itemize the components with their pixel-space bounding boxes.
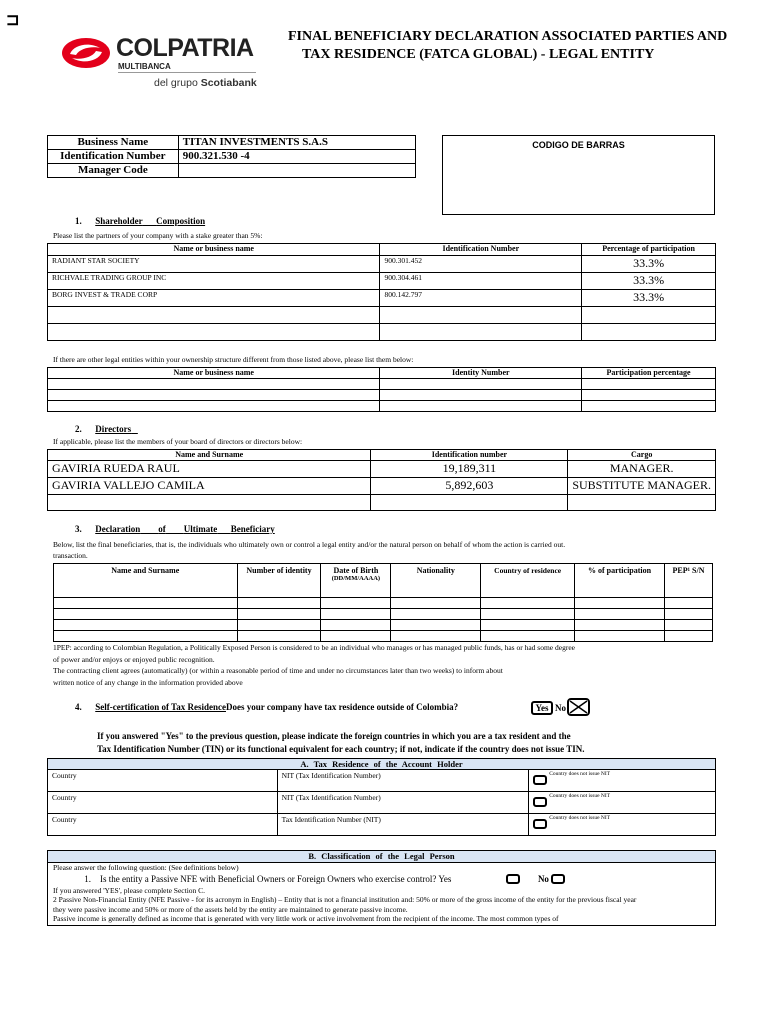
nit-field[interactable]: Tax Identification Number (NIT) [277, 814, 529, 836]
col-header: Participation percentage [582, 368, 716, 379]
empty-cell[interactable] [575, 631, 665, 642]
empty-cell[interactable] [380, 401, 582, 412]
empty-cell[interactable] [237, 609, 321, 620]
shareholders-table [47, 243, 716, 341]
empty-cell[interactable] [237, 598, 321, 609]
table-row [48, 390, 716, 401]
business-row [48, 136, 416, 150]
empty-cell[interactable] [237, 620, 321, 631]
table-row [48, 792, 716, 814]
logo-sub: MULTIBANCA [118, 62, 171, 71]
empty-cell[interactable] [665, 598, 713, 609]
other-entities-table [47, 367, 716, 412]
section-2-intro: If applicable, please list the members of your board of directors or directors below: [53, 437, 303, 446]
col-header: Nationality [391, 564, 481, 598]
director-cargo[interactable]: MANAGER. [568, 461, 716, 478]
table-row [48, 324, 716, 341]
classification-title: B. Classification of the Legal Person [48, 851, 715, 863]
col-header: Name and Surname [54, 564, 238, 598]
col-header: Number of identity [237, 564, 321, 598]
table-row [54, 620, 713, 631]
table-row [48, 307, 716, 324]
empty-cell[interactable] [568, 495, 716, 511]
section-3-heading: 3. Declaration of Ultimate Beneficiary [75, 524, 275, 534]
empty-cell[interactable] [582, 307, 716, 324]
empty-cell[interactable] [665, 631, 713, 642]
col-header: Identification Number [380, 244, 582, 256]
table-row [48, 256, 716, 273]
shareholder-id[interactable]: 900.301.452 [380, 256, 582, 273]
col-header: Date of Birth (DD/MM/AAAA) [321, 564, 391, 598]
empty-cell[interactable] [575, 609, 665, 620]
x-mark-icon [569, 700, 588, 714]
table-header-row [54, 564, 713, 598]
business-value[interactable]: TITAN INVESTMENTS S.A.S [178, 136, 415, 150]
shareholder-name[interactable]: BORG INVEST & TRADE CORP [48, 290, 380, 307]
classification-definition: Passive income is generally defined as income that is generated with very little work or active involvement from the recipient of the income. The most common types of [53, 914, 559, 923]
table-row [48, 814, 716, 836]
empty-cell[interactable] [321, 609, 391, 620]
table-row [48, 273, 716, 290]
empty-cell[interactable] [54, 598, 238, 609]
table-row [48, 478, 716, 495]
empty-cell[interactable] [380, 390, 582, 401]
director-name[interactable]: GAVIRIA VALLEJO CAMILA [48, 478, 371, 495]
section-1-intro: Please list the partners of your company with a stake greater than 5%: [53, 231, 263, 240]
shareholder-pct[interactable]: 33.3% [582, 290, 716, 307]
director-cargo[interactable]: SUBSTITUTE MANAGER. [568, 478, 716, 495]
passive-nfe-no-checkbox[interactable] [551, 874, 565, 884]
col-header: Percentage of participation [582, 244, 716, 256]
table-row [48, 461, 716, 478]
empty-cell[interactable] [582, 401, 716, 412]
table-row [48, 495, 716, 511]
empty-cell[interactable] [321, 598, 391, 609]
empty-cell[interactable] [391, 609, 481, 620]
empty-cell[interactable] [391, 620, 481, 631]
passive-nfe-yes-checkbox[interactable] [506, 874, 520, 884]
classification-definition: they were passive income and 50% or more of the assets held by the entity are maintained to generate passive income. [53, 904, 408, 914]
tax-yes-option[interactable]: Yes [531, 701, 553, 715]
other-entities-intro: If there are other legal entities within your ownership structure different from those listed above, please list them below: [53, 355, 414, 364]
shareholder-name[interactable]: RADIANT STAR SOCIETY [48, 256, 380, 273]
classification-definition: 2 Passive Non-Financial Entity (NFE Passive - for its acronym in English) – Entity that is not a financial institution and: 50% or more of the gross income of the entity for the previous fiscal year [53, 895, 637, 904]
barcode-label: CODIGO DE BARRAS [532, 140, 625, 150]
beneficiaries-table [53, 563, 713, 642]
title-line-1: FINAL BENEFICIARY DECLARATION ASSOCIATED PARTIES AND [288, 29, 728, 44]
business-row [48, 164, 416, 178]
empty-cell[interactable] [48, 324, 380, 341]
empty-cell[interactable] [481, 631, 575, 642]
business-info-table [47, 135, 416, 178]
classification-question: 1. Is the entity a Passive NFE with Beneficial Owners or Foreign Owners who exercise control? Yes No [53, 873, 710, 886]
tax-no-label: No [555, 703, 566, 713]
table-header-row [48, 244, 716, 256]
empty-cell[interactable] [321, 631, 391, 642]
empty-cell[interactable] [575, 620, 665, 631]
empty-cell[interactable] [481, 609, 575, 620]
empty-cell[interactable] [665, 609, 713, 620]
corner-mark: ⊐ [6, 12, 20, 29]
empty-cell[interactable] [582, 379, 716, 390]
empty-cell[interactable] [371, 495, 568, 511]
director-id[interactable]: 5,892,603 [371, 478, 568, 495]
empty-cell[interactable] [48, 379, 380, 390]
no-nit-option[interactable]: Country does not issue NIT [529, 814, 716, 836]
no-nit-checkbox[interactable] [533, 797, 547, 807]
director-name[interactable]: GAVIRIA RUEDA RAUL [48, 461, 371, 478]
empty-cell[interactable] [237, 631, 321, 642]
table-row [54, 631, 713, 642]
nit-field[interactable]: NIT (Tax Identification Number) [277, 792, 529, 814]
table-header-row [48, 368, 716, 379]
table-row [54, 609, 713, 620]
empty-cell[interactable] [54, 631, 238, 642]
table-row [48, 770, 716, 792]
empty-cell[interactable] [48, 307, 380, 324]
section-4-heading: 4. Self-certification of Tax ResidenceDoes your company have tax residence outside of Colombia? [75, 702, 459, 712]
shareholder-id[interactable]: 900.304.461 [380, 273, 582, 290]
colpatria-swirl-icon [60, 36, 112, 70]
table-row [54, 598, 713, 609]
col-header: Country of residence [481, 564, 575, 598]
col-header: Identification number [371, 450, 568, 461]
table-row [48, 379, 716, 390]
business-label: Manager Code [48, 164, 179, 178]
empty-cell[interactable] [582, 390, 716, 401]
shareholder-id[interactable]: 800.142.797 [380, 290, 582, 307]
table-row [48, 290, 716, 307]
empty-cell[interactable] [380, 324, 582, 341]
section-1-heading: 1. Shareholder Composition [75, 216, 206, 226]
empty-cell[interactable] [665, 620, 713, 631]
empty-cell[interactable] [481, 598, 575, 609]
no-nit-checkbox[interactable] [533, 819, 547, 829]
section-4-paragraph: If you answered "Yes" to the previous question, please indicate the foreign countries in which you are a tax resident and the Tax Identification Number (TIN) or its functional equivalent for each country; if not, indicate if the country does not issue TIN. [97, 731, 585, 754]
empty-cell[interactable] [48, 401, 380, 412]
tax-residence-table [47, 758, 716, 836]
table-row [48, 401, 716, 412]
empty-cell[interactable] [54, 620, 238, 631]
colpatria-logo [60, 34, 260, 94]
col-header: Name and Surname [48, 450, 371, 461]
classification-note: If you answered 'YES', please complete Section C. [53, 885, 206, 895]
tax-residence-title: A. Tax Residence of the Account Holder [48, 759, 716, 770]
pep-notes: 1PEP: according to Colombian Regulation, a Politically Exposed Person is considered to be an individual who manages or has managed public funds, has or had some degree of power and/or enjoys or enjoyed public recognition. The contracting client agrees (automatically) (or within a reasonable period of time and under no circumstances later than two weeks) to inform about written notice of any change in the information provided above [53, 643, 575, 687]
business-label: Business Name [48, 136, 179, 150]
empty-cell[interactable] [481, 620, 575, 631]
country-field[interactable]: Country [48, 792, 278, 814]
classification-instruction: Please answer the following question: (See definitions below) [53, 863, 239, 872]
page-title [288, 28, 763, 64]
business-value[interactable] [178, 164, 415, 178]
col-header: PEP¹ S/N [665, 564, 713, 598]
col-header: Name or business name [48, 244, 380, 256]
no-nit-checkbox[interactable] [533, 775, 547, 785]
empty-cell[interactable] [48, 495, 371, 511]
empty-cell[interactable] [391, 598, 481, 609]
title-line-2: TAX RESIDENCE (FATCA GLOBAL) - LEGAL ENTITY [302, 47, 655, 62]
tax-no-checkbox[interactable] [567, 698, 590, 716]
shareholder-pct[interactable]: 33.3% [582, 273, 716, 290]
nit-field[interactable]: NIT (Tax Identification Number) [277, 770, 529, 792]
classification-box [47, 850, 716, 926]
empty-cell[interactable] [582, 324, 716, 341]
logo-group: del grupo Scotiabank [154, 77, 257, 89]
empty-cell[interactable] [48, 390, 380, 401]
barcode-box [442, 135, 715, 215]
col-header: Identity Number [380, 368, 582, 379]
business-row [48, 150, 416, 164]
no-nit-option[interactable]: Country does not issue NIT [529, 792, 716, 814]
business-value[interactable]: 900.321.530 -4 [178, 150, 415, 164]
no-nit-option[interactable]: Country does not issue NIT [529, 770, 716, 792]
table-title-row [48, 759, 716, 770]
empty-cell[interactable] [391, 631, 481, 642]
logo-brand: COLPATRIA [116, 34, 254, 62]
country-field[interactable]: Country [48, 814, 278, 836]
country-field[interactable]: Country [48, 770, 278, 792]
empty-cell[interactable] [321, 620, 391, 631]
section-3-intro: Below, list the final beneficiaries, that is, the individuals who ultimately own or control a legal entity and/or the natural person on behalf of whom the action is carried out. transaction. [53, 540, 566, 560]
section-2-heading: 2. Directors [75, 424, 132, 434]
empty-cell[interactable] [380, 379, 582, 390]
directors-table [47, 449, 716, 511]
col-header: % of participation [575, 564, 665, 598]
empty-cell[interactable] [575, 598, 665, 609]
table-header-row [48, 450, 716, 461]
empty-cell[interactable] [380, 307, 582, 324]
business-label: Identification Number [48, 150, 179, 164]
director-id[interactable]: 19,189,311 [371, 461, 568, 478]
shareholder-pct[interactable]: 33.3% [582, 256, 716, 273]
col-header: Name or business name [48, 368, 380, 379]
empty-cell[interactable] [54, 609, 238, 620]
col-header: Cargo [568, 450, 716, 461]
shareholder-name[interactable]: RICHVALE TRADING GROUP INC [48, 273, 380, 290]
